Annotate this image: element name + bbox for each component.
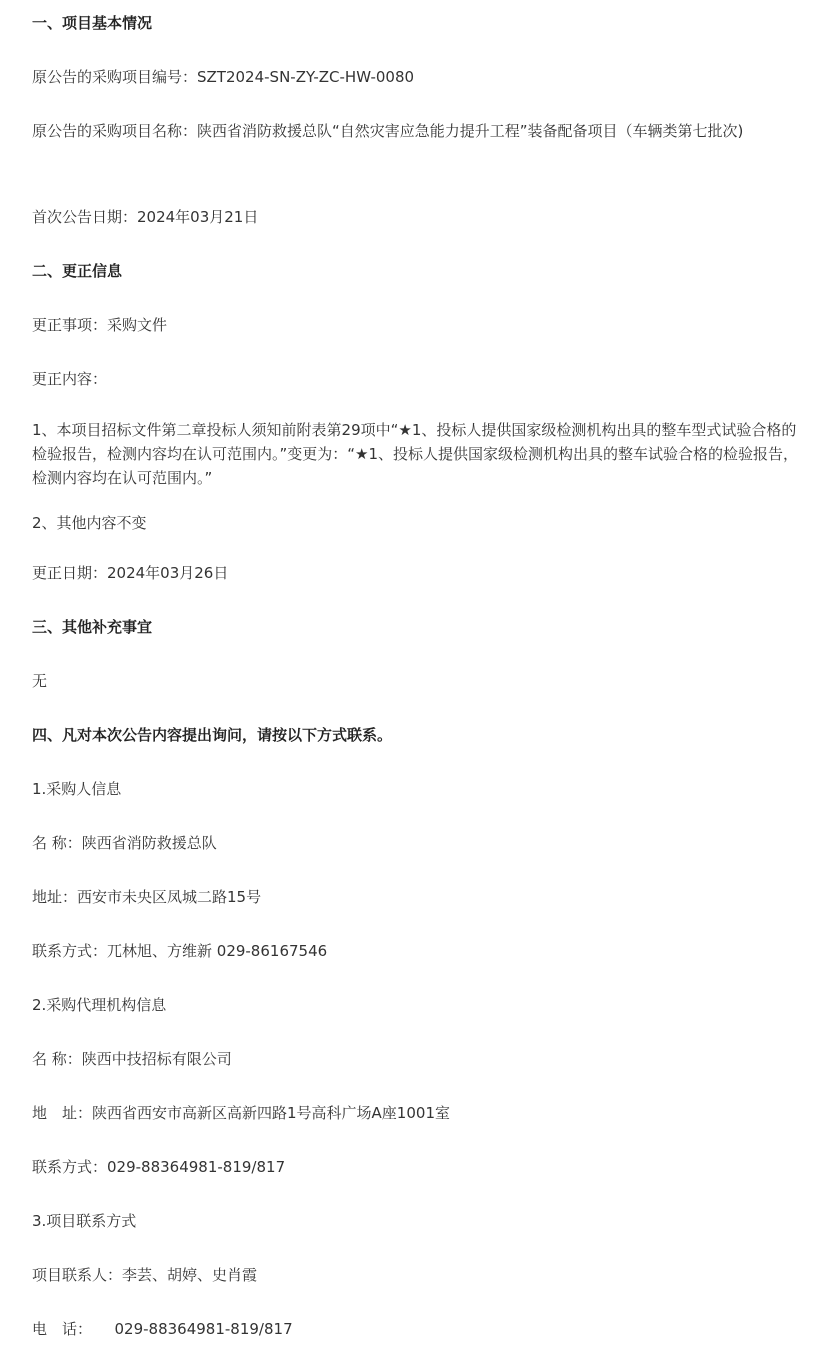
purchaser-address: 地址：西安市未央区凤城二路15号 (32, 888, 262, 906)
section-heading-basic-info: 一、项目基本情况 (32, 14, 153, 32)
correction-item: 更正事项：采购文件 (32, 316, 168, 334)
section-heading-supplementary: 三、其他补充事宜 (32, 618, 153, 636)
purchaser-contact: 联系方式：兀林旭、方维新 029-86167546 (32, 942, 328, 960)
project-contact-phone: 电 话： 029-88364981-819/817 (32, 1320, 293, 1338)
section-heading-contact: 四、凡对本次公告内容提出询问，请按以下方式联系。 (32, 726, 393, 744)
project-contact-person: 项目联系人：李芸、胡婷、史肖霞 (32, 1266, 258, 1284)
purchaser-name: 名 称：陕西省消防救援总队 (32, 834, 217, 852)
section-heading-correction-info: 二、更正信息 (32, 262, 123, 280)
first-announcement-date: 首次公告日期：2024年03月21日 (32, 208, 259, 226)
correction-content-item-1: 1、本项目招标文件第二章投标人须知前附表第29项中“★1、投标人提供国家级检测机构出具的整车型式试验合格的检验报告，检测内容均在认可范围内。”变更为：“★1、投标人提供国家级检测机构出具的整车试验合格的检验报告，检测内容均在认可范围内。” (32, 421, 799, 487)
project-name: 原公告的采购项目名称：陕西省消防救援总队“自然灾害应急能力提升工程”装备配备项目（车辆类第七批次) (32, 122, 744, 140)
agency-name: 名 称：陕西中技招标有限公司 (32, 1050, 232, 1068)
agency-contact: 联系方式：029-88364981-819/817 (32, 1158, 286, 1176)
correction-content-item-2: 2、其他内容不变 (32, 514, 147, 532)
supplementary-content: 无 (32, 672, 48, 690)
project-contact-title: 3.项目联系方式 (32, 1212, 137, 1230)
purchaser-info-title: 1.采购人信息 (32, 780, 122, 798)
agency-address: 地 址：陕西省西安市高新区高新四路1号高科广场A座1001室 (32, 1104, 450, 1122)
agency-info-title: 2.采购代理机构信息 (32, 996, 167, 1014)
correction-date: 更正日期：2024年03月26日 (32, 564, 229, 582)
correction-content-label: 更正内容： (32, 370, 108, 388)
project-number: 原公告的采购项目编号：SZT2024-SN-ZY-ZC-HW-0080 (32, 68, 415, 86)
